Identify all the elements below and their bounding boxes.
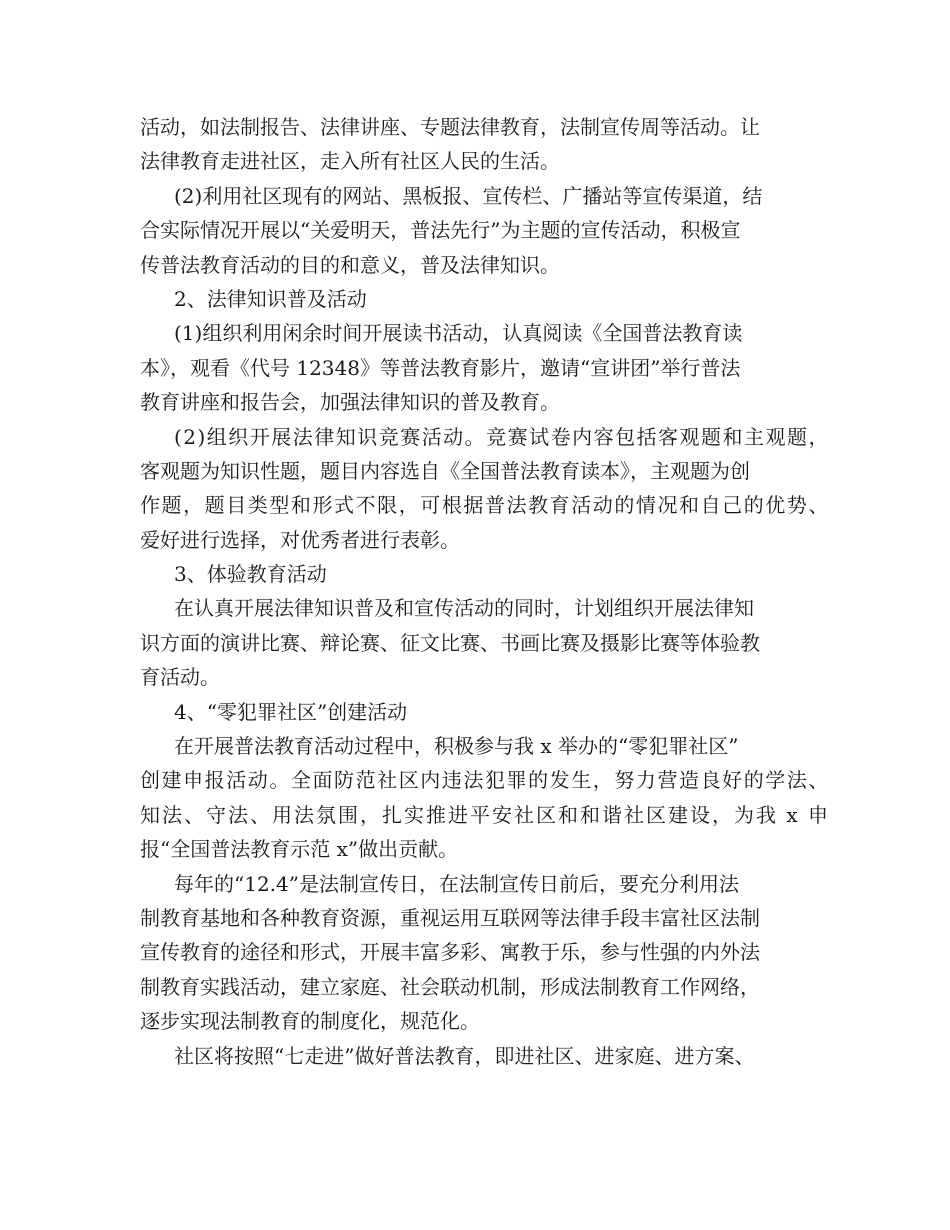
document-body xyxy=(140,110,830,1073)
text-line: 宣传教育的途径和形式，开展丰富多彩、寓教于乐，参与性强的内外法 xyxy=(140,940,760,965)
text-line: 报“全国普法教育示范 x”做出贡献。 xyxy=(140,837,459,862)
text-line: (1)组织利用闲余时间开展读书活动，认真阅读《全国普法教育读 xyxy=(174,321,743,346)
text-line: 传普法教育活动的目的和意义，普及法律知识。 xyxy=(140,252,560,277)
text-line: 社区将按照“七走进”做好普法教育，即进社区、进家庭、进方案、 xyxy=(174,1043,755,1068)
text-line: 逐步实现法制教育的制度化，规范化。 xyxy=(140,1009,480,1034)
text-line: 制教育实践活动，建立家庭、社会联动机制，形成法制教育工作网络， xyxy=(140,974,760,999)
text-line: 育活动。 xyxy=(140,665,220,690)
text-line: 作题，题目类型和形式不限，可根据普法教育活动的情况和自己的优势、 xyxy=(140,493,830,518)
text-line: 制教育基地和各种教育资源，重视运用互联网等法律手段丰富社区法制 xyxy=(140,905,760,930)
text-line: 识方面的演讲比赛、辩论赛、征文比赛、书画比赛及摄影比赛等体验教 xyxy=(140,630,760,655)
text-line: 在开展普法教育活动过程中，积极参与我 x 举办的“零犯罪社区” xyxy=(174,734,739,759)
text-line: 创建申报活动。全面防范社区内违法犯罪的发生，努力营造良好的学法、 xyxy=(140,768,830,793)
text-line: 教育讲座和报告会，加强法律知识的普及教育。 xyxy=(140,390,560,415)
text-line: 知法、守法、用法氛围，扎实推进平安社区和和谐社区建设，为我 x 申 xyxy=(140,802,830,827)
text-line: 4、“零犯罪社区”创建活动 xyxy=(174,699,408,724)
text-line: 3、体验教育活动 xyxy=(174,562,327,587)
text-line: 爱好进行选择，对优秀者进行表彰。 xyxy=(140,527,460,552)
text-line: 法律教育走进社区，走入所有社区人民的生活。 xyxy=(140,149,560,174)
text-line: 活动，如法制报告、法律讲座、专题法律教育，法制宣传周等活动。让 xyxy=(140,115,760,139)
text-line: 2、法律知识普及活动 xyxy=(174,286,367,311)
text-line: 本》，观看《代号 12348》等普法教育影片，邀请“宣讲团”举行普法 xyxy=(140,355,741,380)
text-line: (2)组织开展法律知识竞赛活动。竞赛试卷内容包括客观题和主观题， xyxy=(174,424,830,449)
text-line: 合实际情况开展以“关爱明天，普法先行”为主题的宣传活动，积极宣 xyxy=(140,218,741,243)
text-line: 在认真开展法律知识普及和宣传活动的同时，计划组织开展法律知 xyxy=(174,596,754,621)
text-line: 每年的“12.4”是法制宣传日，在法制宣传日前后，要充分利用法 xyxy=(174,871,739,896)
text-line: (2)利用社区现有的网站、黑板报、宣传栏、广播站等宣传渠道，结 xyxy=(174,183,763,208)
text-line: 客观题为知识性题，题目内容选自《全国普法教育读本》，主观题为创 xyxy=(140,458,750,483)
